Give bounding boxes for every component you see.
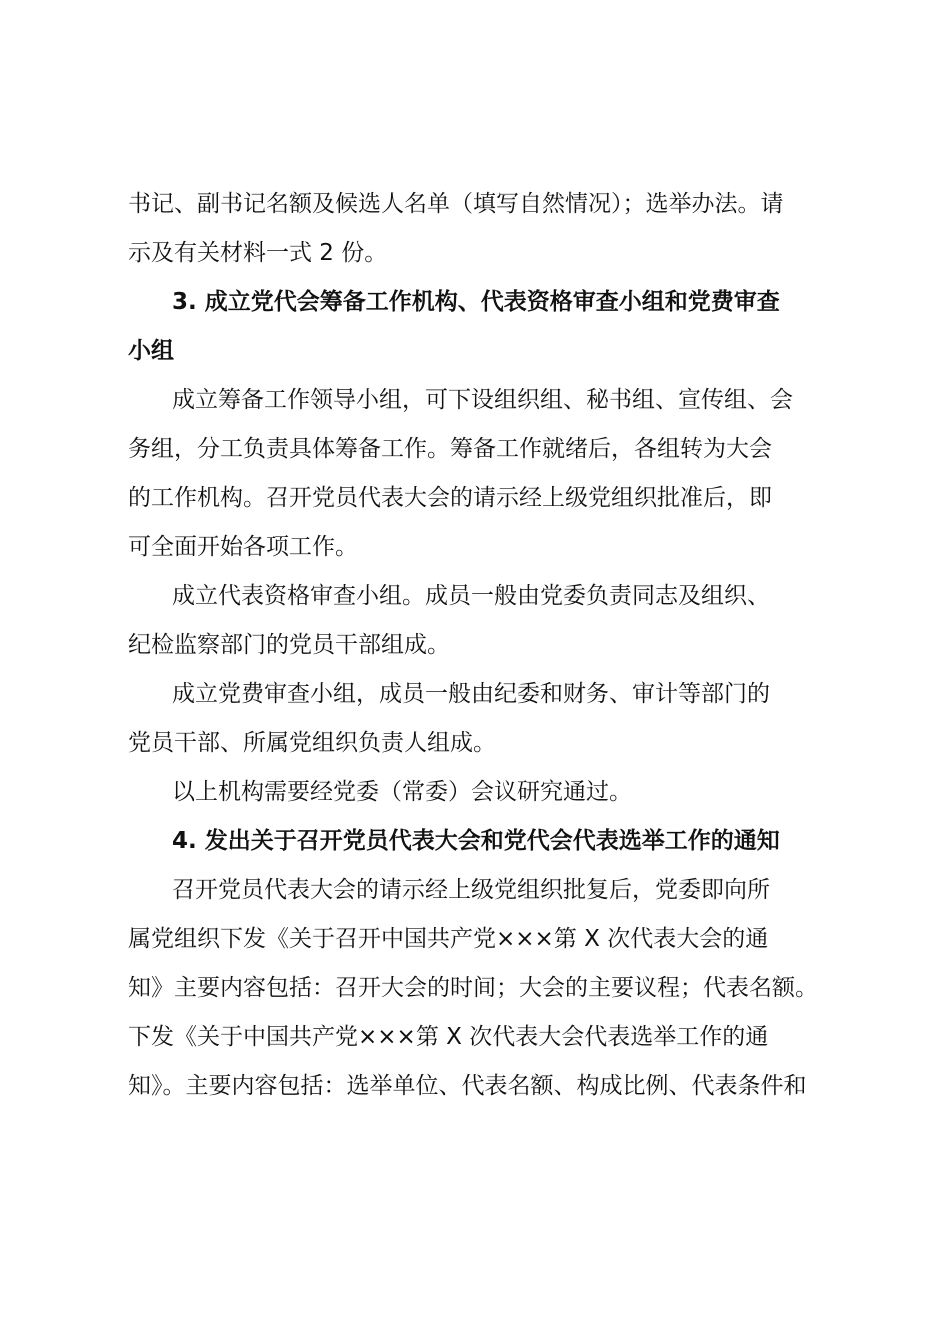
document-page [128,180,832,1111]
body-text-line: 属党组织下发《关于召开中国共产党×××第 X 次代表大会的通 [128,926,769,952]
body-text-line: 以上机构需要经党委（常委）会议研究通过。 [172,779,632,805]
body-text-line: 纪检监察部门的党员干部组成。 [128,632,450,658]
section-heading-3-continued: 小组 [128,338,174,364]
body-text-line: 召开党员代表大会的请示经上级党组织批复后，党委即向所 [172,877,770,903]
body-text-line: 的工作机构。召开党员代表大会的请示经上级党组织批准后，即 [128,485,772,511]
body-text-line: 下发《关于中国共产党×××第 X 次代表大会代表选举工作的通 [128,1024,769,1050]
body-text-line: 知》。主要内容包括：选举单位、代表名额、构成比例、代表条件和 [128,1073,807,1099]
body-text-line: 成立筹备工作领导小组，可下设组织组、秘书组、宣传组、会 [172,387,793,413]
body-text-line: 党员干部、所属党组织负责人组成。 [128,730,496,756]
body-text-line: 书记、副书记名额及候选人名单（填写自然情况）；选举办法。请 [128,191,784,217]
body-text-line: 成立党费审查小组，成员一般由纪委和财务、审计等部门的 [172,681,770,707]
body-text-line: 务组，分工负责具体筹备工作。筹备工作就绪后，各组转为大会 [128,436,772,462]
section-heading-4: 4. 发出关于召开党员代表大会和党代会代表选举工作的通知 [172,828,780,854]
section-heading-3: 3. 成立党代会筹备工作机构、代表资格审查小组和党费审查 [172,289,780,315]
body-text-line: 成立代表资格审查小组。成员一般由党委负责同志及组织、 [172,583,770,609]
body-text-line: 知》主要内容包括：召开大会的时间；大会的主要议程；代表名额。 [128,975,818,1001]
body-text-line: 示及有关材料一式 2 份。 [128,240,388,266]
body-text-line: 可全面开始各项工作。 [128,534,358,560]
